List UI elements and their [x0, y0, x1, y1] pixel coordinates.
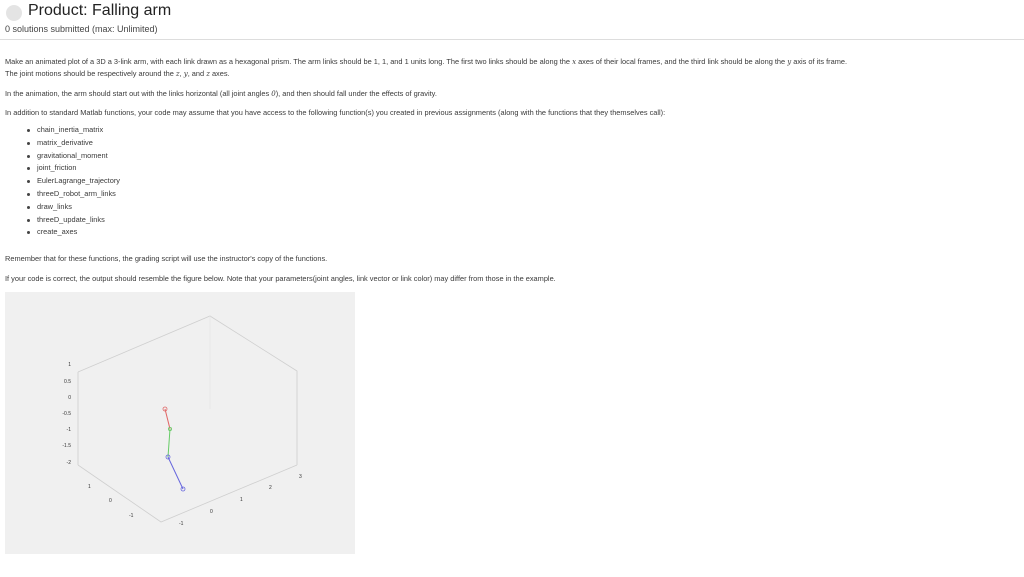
problem-paragraph-2: In the animation, the arm should start out with the links horizontal (all joint angles 0), and then should fall under the effects of gravity.: [5, 89, 437, 98]
list-item: threeD_update_links: [27, 214, 120, 227]
list-item: draw_links: [27, 201, 120, 214]
z-tick-label: -1.5: [62, 443, 71, 449]
arm-link-3: [168, 457, 183, 489]
y-tick-label: 3: [299, 474, 302, 480]
y-tick-label: -1: [179, 521, 184, 527]
arm-link-2: [168, 429, 170, 457]
x-axis-ticks: [88, 484, 134, 519]
x-tick-label: 1: [88, 484, 91, 490]
z-tick-label: -2: [66, 460, 71, 466]
z-tick-label: -1: [66, 427, 71, 433]
z-tick-label: 0: [68, 395, 71, 401]
z-tick-label: 1: [68, 362, 71, 368]
example-figure: [5, 292, 355, 554]
list-item: joint_friction: [27, 162, 120, 175]
z-axis-ticks: [62, 362, 71, 466]
arm-link-1: [165, 409, 170, 429]
problem-paragraph-5: If your code is correct, the output should resemble the figure below. Note that your parameters(joint angles, link vector or link color) may differ from those in the example.: [5, 274, 556, 283]
axes-back-edges: [78, 316, 297, 465]
function-list: [27, 124, 120, 239]
list-item: matrix_derivative: [27, 137, 120, 150]
problem-paragraph-4: Remember that for these functions, the grading script will use the instructor's copy of the functions.: [5, 254, 328, 263]
axes-box: [78, 316, 297, 522]
page-title: Product: Falling arm: [28, 2, 172, 19]
arm-3d-plot: [5, 292, 355, 554]
submission-count: 0 solutions submitted (max: Unlimited): [5, 24, 158, 34]
header-divider: [0, 39, 1024, 40]
list-item: create_axes: [27, 226, 120, 239]
x-tick-label: -1: [129, 513, 134, 519]
x-tick-label: 0: [109, 498, 112, 504]
y-tick-label: 2: [269, 485, 272, 491]
list-item: EulerLagrange_trajectory: [27, 175, 120, 188]
status-circle-icon: [6, 5, 22, 21]
y-axis-ticks: [179, 474, 302, 527]
z-tick-label: -0.5: [62, 411, 71, 417]
problem-paragraph-3: In addition to standard Matlab functions, your code may assume that you have access to the following function(s) you created in previous assignments (along with the functions that they themselves call):: [5, 108, 666, 117]
axes-front-edges: [78, 465, 297, 522]
list-item: chain_inertia_matrix: [27, 124, 120, 137]
y-tick-label: 0: [210, 509, 213, 515]
y-tick-label: 1: [240, 497, 243, 503]
problem-paragraph-1: Make an animated plot of a 3D a 3-link arm, with each link drawn as a hexagonal prism. The arm links should be 1, 1, and 1 units long. The first two links should be along the x axes of their local frames, and the third link should be along the y axis of its frame. The joint motions should be respectively around the z, y, and z axes.: [5, 57, 848, 78]
list-item: threeD_robot_arm_links: [27, 188, 120, 201]
z-tick-label: 0.5: [64, 379, 71, 385]
page-header: [4, 2, 1020, 38]
arm-links: [163, 407, 185, 491]
list-item: gravitational_moment: [27, 150, 120, 163]
